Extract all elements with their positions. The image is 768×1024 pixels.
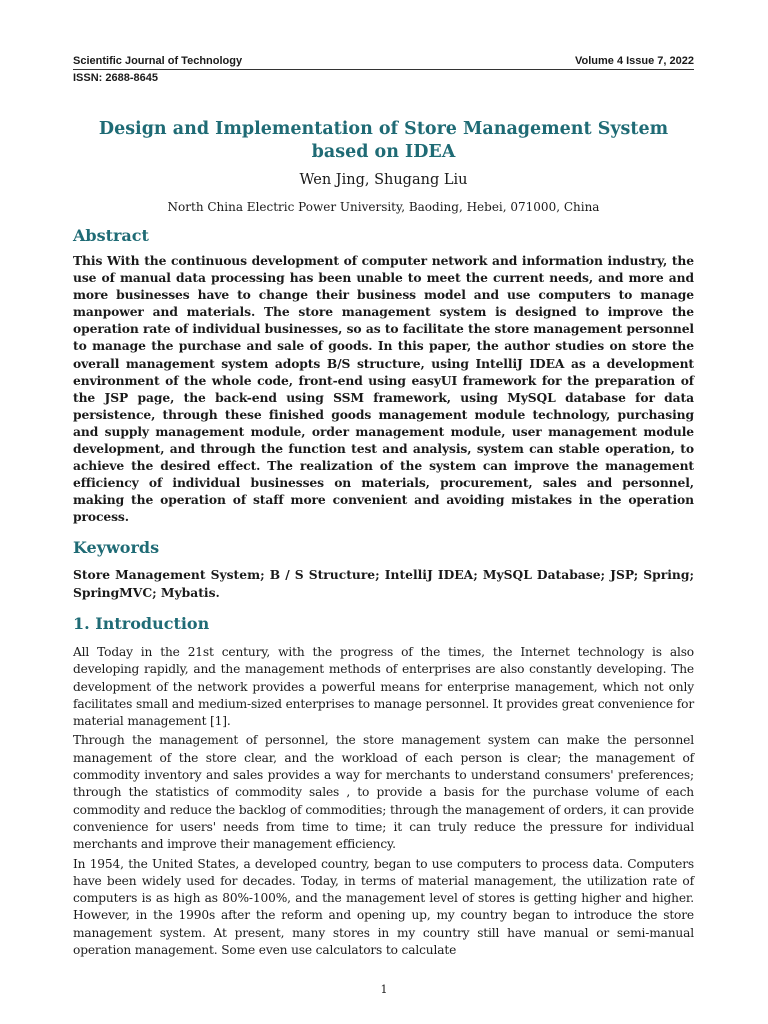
paper-affiliation: North China Electric Power University, Baoding, Hebei, 071000, China	[167, 200, 600, 214]
paper-authors: Wen Jing, Shugang Liu	[299, 172, 468, 188]
keywords-text: Store Management System; B / S Structure; IntelliJ IDEA; MySQL Database; JSP; Spring; SpringMVC; Mybatis.	[73, 567, 694, 600]
abstract-text: This With the continuous development of computer network and information industry, the use of manual data processing has been unable to meet the current needs, and more and more businesses have to change their business model and use computers to manage manpower and materials. The store management system is designed to improve the operation rate of individual businesses, so as to facilitate the store management personnel to manage the purchase and sale of goods. In this paper, the author studies on store the overall management system adopts B/S structure, using IntelliJ IDEA as a development environment of the whole code, front-end using easyUI framework for the preparation of the JSP page, the back-end using SSM framework, using MySQL database for data persistence, through these finished goods management module technology, purchasing and supply management module, order management module, user management module development, and through the function test and analysis, system can stable operation, to achieve the desired effect. The realization of the system can improve the management efficiency of individual businesses on materials, procurement, sales and personnel, making the operation of staff more convenient and avoiding mistakes in the operation process.	[73, 253, 694, 525]
intro-paragraph: All Today in the 21st century, with the progress of the times, the Internet technology is also developing rapidly, and the management methods of enterprises are also constantly developing. The development of the network provides a powerful means for enterprise management, which not only facilitates small and medium-sized enterprises to manage personnel. It provides great convenience for material management [1].	[73, 645, 694, 729]
introduction-body	[73, 644, 694, 961]
journal-name: Scientific Journal of Technology	[73, 55, 243, 67]
issn: ISSN: 2688-8645	[73, 72, 158, 84]
intro-paragraph: In 1954, the United States, a developed country, began to use computers to process data. Computers have been widely used for decades. Today, in terms of material management, the utilization rate of computers is as high as 80%-100%, and the management level of stores is getting higher and higher. However, in the 1990s after the reform and opening up, my country began to introduce the store management system. At present, many stores in my country still have manual or semi-manual operation management. Some even use calculators to calculate	[73, 856, 694, 958]
intro-paragraph: Through the management of personnel, the store management system can make the personnel management of the store clear, and the workload of each person is clear; the management of commodity inventory and sales provides a way for merchants to understand consumers' preferences; through the statistics of commodity sales , to provide a basis for the purchase volume of each commodity and reduce the backlog of commodities; through the management of orders, it can provide convenience for users' needs from time to time; it can truly reduce the pressure for individual merchants and improve their management efficiency.	[73, 733, 694, 852]
volume-issue: Volume 4 Issue 7, 2022	[574, 55, 694, 67]
introduction-heading: 1. Introduction	[73, 614, 210, 633]
paper-title: Design and Implementation of Store Management System based on IDEA	[98, 119, 669, 162]
abstract-heading: Abstract	[73, 226, 149, 245]
header-rule	[73, 69, 694, 70]
keywords-heading: Keywords	[73, 538, 160, 557]
page-number: 1	[380, 983, 388, 996]
